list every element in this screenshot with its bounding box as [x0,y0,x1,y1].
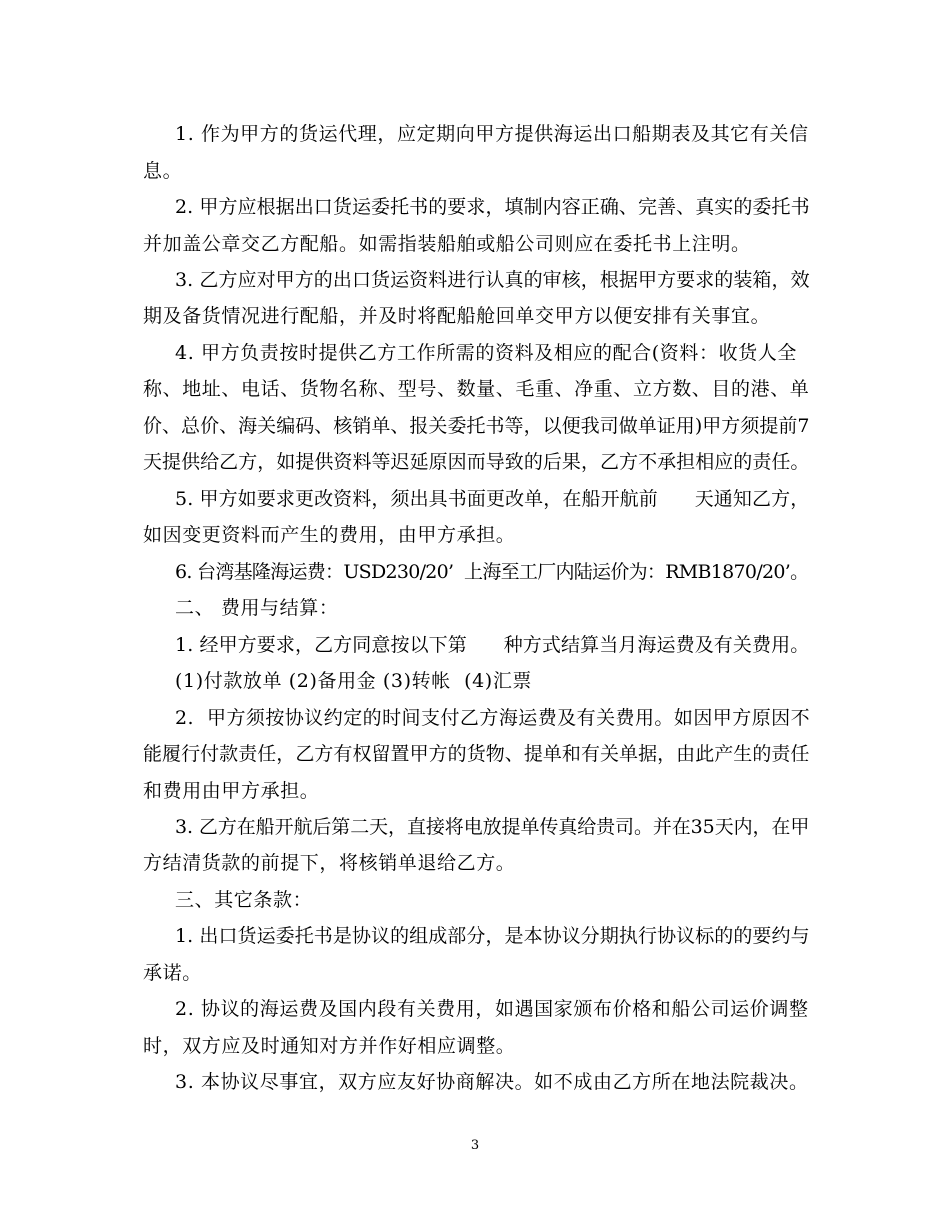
clause-1-1-line-2: 息。 [143,160,183,182]
clause-1-2-line-1: 2. 甲方应根据出口货运委托书的要求，填制内容正确、完善、真实的委托书 [175,196,810,218]
clause-1-3-line-2: 期及备货情况进行配船，并及时将配船舱回单交甲方以便安排有关事宜。 [143,305,771,327]
page-number: 3 [470,1138,480,1153]
clause-2-3-line-1: 3. 乙方在船开航后第二天，直接将电放提单传真给贵司。并在35天内，在甲 [175,816,810,838]
clause-2-3-line-2: 方结清货款的前提下，将核销单退给乙方。 [143,852,516,874]
clause-1-4-line-4: 天提供给乙方，如提供资料等迟延原因而导致的后果，乙方不承担相应的责任。 [143,451,810,473]
clause-1-4-line-1: 4. 甲方负责按时提供乙方工作所需的资料及相应的配合(资料：收货人全 [175,342,797,364]
clause-1-4-line-3: 价、总价、海关编码、核销单、报关委托书等，以便我司做单证用)甲方须提前7 [143,415,810,437]
section-2-heading: 二、 费用与结算： [175,597,339,619]
clause-2-2-line-1: 2. 甲方须按协议约定的时间支付乙方海运费及有关费用。如因甲方原因不 [175,707,811,729]
clause-1-6-line-1: 6. 台湾基隆海运费：USD230/20’ 上海至工厂内陆运价为：RMB1870/20’。 [175,561,809,583]
clause-1-5-line-1: 5. 甲方如要求更改资料，须出具书面更改单，在船开航前 天通知乙方， [175,488,810,510]
clause-2-1-line-1: 1. 经甲方要求，乙方同意按以下第 种方式结算当月海运费及有关费用。 [175,634,810,656]
clause-2-2-line-2: 能履行付款责任，乙方有权留置甲方的货物、提单和有关单据，由此产生的责任 [143,743,810,765]
clause-1-2-line-2: 并加盖公章交乙方配船。如需指装船舶或船公司则应在委托书上注明。 [143,233,751,255]
clause-1-4-line-2: 称、地址、电话、货物名称、型号、数量、毛重、净重、立方数、目的港、单 [143,378,810,400]
clause-2-1-options: (1)付款放单 (2)备用金 (3)转帐 (4)汇票 [175,670,533,692]
section-3-heading: 三、其它条款： [175,889,313,911]
clause-1-5-line-2: 如因变更资料而产生的费用，由甲方承担。 [143,524,516,546]
clause-1-1-line-1: 1. 作为甲方的货运代理，应定期向甲方提供海运出口船期表及其它有关信 [175,123,809,145]
clause-3-2-line-1: 2. 协议的海运费及国内段有关费用，如遇国家颁布价格和船公司运价调整 [175,998,809,1020]
clause-3-3-line-1: 3. 本协议尽事宜，双方应友好协商解决。如不成由乙方所在地法院裁决。 [175,1071,809,1093]
clause-3-2-line-2: 时，双方应及时通知对方并作好相应调整。 [143,1035,516,1057]
clause-3-1-line-1: 1. 出口货运委托书是协议的组成部分，是本协议分期执行协议标的的要约与 [175,925,810,947]
clause-3-1-line-2: 承诺。 [143,962,202,984]
clause-1-3-line-1: 3. 乙方应对甲方的出口货运资料进行认真的审核，根据甲方要求的装箱，效 [175,269,810,291]
clause-2-2-line-3: 和费用由甲方承担。 [143,780,320,802]
